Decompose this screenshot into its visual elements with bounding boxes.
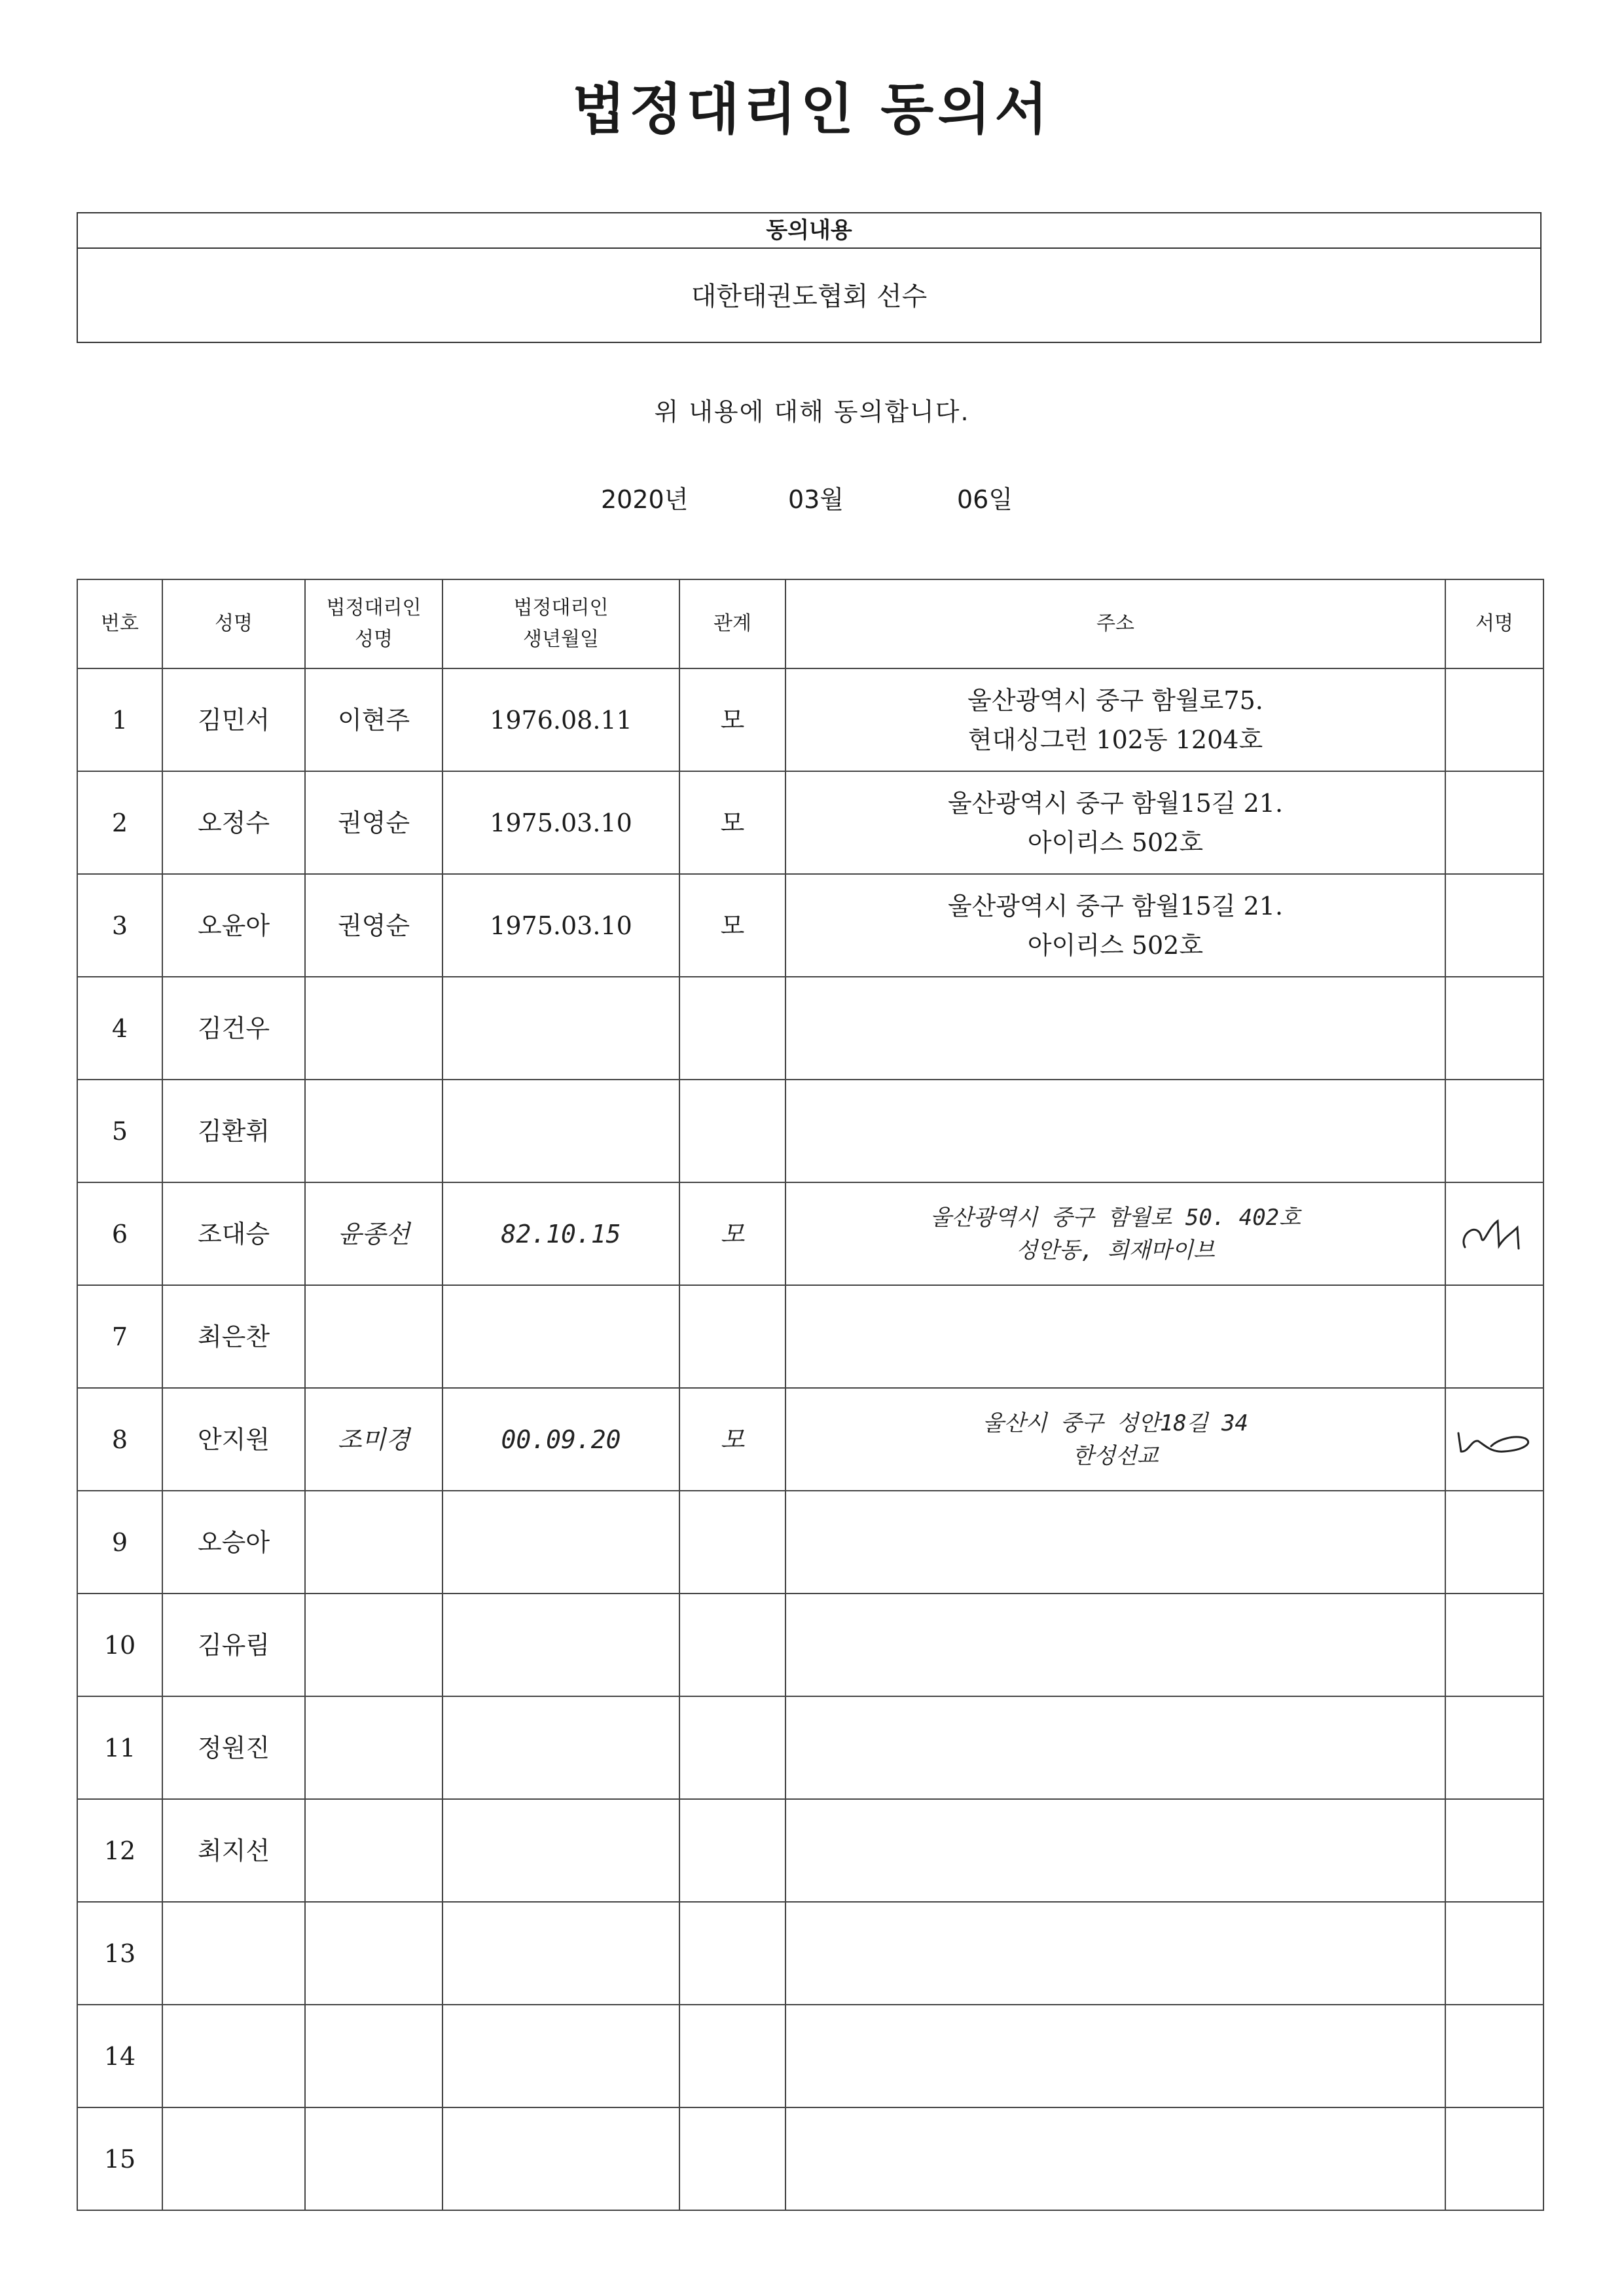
cell-name: 오윤아 [162,874,305,977]
cell-guardian-birth [442,1491,679,1594]
header-relation: 관계 [679,579,785,668]
table-row [77,2107,1543,2210]
table-body [77,668,1543,2210]
cell-address [785,1799,1445,1902]
cell-signature [1445,977,1543,1080]
cell-guardian-birth [442,1696,679,1799]
cell-signature [1445,668,1543,771]
cell-guardian-name: 윤종선 [305,1182,442,1285]
cell-guardian-name [305,1594,442,1696]
header-guardian-birth-l1: 법정대리인 [513,596,609,619]
table-row [77,2005,1543,2107]
header-guardian-name-l2: 성명 [355,628,393,651]
cell-signature [1445,771,1543,874]
header-name: 성명 [162,579,305,668]
cell-guardian-name [305,977,442,1080]
consent-header: 동의내용 [78,213,1540,249]
cell-guardian-name [305,1491,442,1594]
consent-content: 대한태권도협회 선수 [691,282,928,312]
cell-guardian-birth: 1976.08.11 [442,668,679,771]
cell-guardian-birth: 1975.03.10 [442,874,679,977]
cell-guardian-birth [442,1080,679,1182]
cell-no: 2 [77,771,162,874]
cell-name: 김민서 [162,668,305,771]
cell-signature [1445,1388,1543,1491]
cell-no: 1 [77,668,162,771]
cell-guardian-name: 이현주 [305,668,442,771]
date-month: 03월 [788,485,844,514]
table-row [77,1902,1543,2005]
cell-signature [1445,1285,1543,1388]
header-guardian-name-l1: 법정대리인 [326,596,422,619]
cell-address [785,1902,1445,2005]
cell-signature [1445,2005,1543,2107]
date-year: 2020년 [601,485,689,514]
table-row [77,1696,1543,1799]
consent-roster-table [77,579,1544,2211]
cell-no: 5 [77,1080,162,1182]
table-row [77,874,1543,977]
cell-relation: 모 [679,1388,785,1491]
cell-address [785,2005,1445,2107]
header-signature: 서명 [1445,579,1543,668]
address-line-1: 울산광역시 중구 함월로75. [967,685,1263,715]
cell-no: 7 [77,1285,162,1388]
cell-address [785,1388,1445,1491]
cell-address [785,1182,1445,1285]
cell-signature [1445,1182,1543,1285]
cell-guardian-birth [442,1594,679,1696]
cell-signature [1445,1902,1543,2005]
cell-signature [1445,1594,1543,1696]
cell-address [785,668,1445,771]
cell-guardian-birth: 00.09.20 [442,1388,679,1491]
cell-relation: 모 [679,771,785,874]
cell-name: 조대승 [162,1182,305,1285]
header-guardian-name [305,579,442,668]
cell-no: 10 [77,1594,162,1696]
cell-address [785,874,1445,977]
address-line-1: 울산광역시 중구 함월15길 21. [947,891,1284,920]
cell-guardian-name [305,1902,442,2005]
cell-no: 14 [77,2005,162,2107]
address-line-1: 울산광역시 중구 함월15길 21. [947,788,1284,818]
cell-guardian-name [305,1696,442,1799]
cell-relation [679,2005,785,2107]
address-line-1: 울산시 중구 성안18길 34 [982,1410,1249,1436]
cell-relation [679,1080,785,1182]
cell-no: 9 [77,1491,162,1594]
cell-name [162,2107,305,2210]
cell-relation: 모 [679,1182,785,1285]
table-header-row [77,579,1543,668]
cell-address [785,977,1445,1080]
cell-guardian-name [305,1799,442,1902]
cell-name: 오승아 [162,1491,305,1594]
table-row [77,1594,1543,1696]
cell-signature [1445,1491,1543,1594]
date-day: 06일 [957,485,1013,514]
cell-guardian-name: 조미경 [305,1388,442,1491]
cell-name: 김건우 [162,977,305,1080]
address-line-1: 울산광역시 중구 함월로 50. 402호 [930,1204,1301,1231]
cell-relation [679,2107,785,2210]
header-no: 번호 [77,579,162,668]
cell-name: 김환휘 [162,1080,305,1182]
cell-address [785,2107,1445,2210]
address-line-2: 아이리스 502호 [1027,930,1204,960]
header-address: 주소 [785,579,1445,668]
cell-name: 안지원 [162,1388,305,1491]
cell-guardian-birth [442,1902,679,2005]
cell-no: 13 [77,1902,162,2005]
cell-guardian-birth [442,1799,679,1902]
cell-signature [1445,2107,1543,2210]
cell-guardian-name [305,2107,442,2210]
cell-name [162,2005,305,2107]
cell-guardian-birth [442,1285,679,1388]
address-line-2: 현대싱그런 102동 1204호 [967,725,1263,754]
cell-signature [1445,1696,1543,1799]
cell-relation [679,1902,785,2005]
cell-relation: 모 [679,668,785,771]
cell-no: 15 [77,2107,162,2210]
cell-address [785,771,1445,874]
cell-guardian-birth: 1975.03.10 [442,771,679,874]
cell-relation [679,977,785,1080]
cell-guardian-name: 권영순 [305,874,442,977]
cell-relation [679,1696,785,1799]
cell-signature [1445,874,1543,977]
handwritten-signature [1452,1413,1537,1466]
table-row [77,771,1543,874]
cell-name: 최은찬 [162,1285,305,1388]
table-row [77,1285,1543,1388]
header-guardian-birth-l2: 생년월일 [523,628,599,651]
header-guardian-birth [442,579,679,668]
cell-name: 오정수 [162,771,305,874]
cell-address [785,1594,1445,1696]
cell-relation: 모 [679,874,785,977]
table-row [77,668,1543,771]
cell-guardian-name: 권영순 [305,771,442,874]
cell-no: 12 [77,1799,162,1902]
cell-no: 8 [77,1388,162,1491]
cell-no: 3 [77,874,162,977]
cell-no: 11 [77,1696,162,1799]
cell-guardian-birth [442,977,679,1080]
agreement-text: 위 내용에 대해 동의합니다. [654,397,970,426]
cell-guardian-name [305,1080,442,1182]
cell-guardian-birth: 82.10.15 [442,1182,679,1285]
address-line-2: 한성선교 [1072,1442,1159,1469]
cell-address [785,1491,1445,1594]
cell-name: 정원진 [162,1696,305,1799]
document-title: 법정대리인 동의서 [572,77,1052,141]
cell-name [162,1902,305,2005]
cell-address [785,1696,1445,1799]
cell-guardian-birth [442,2005,679,2107]
cell-relation [679,1491,785,1594]
cell-relation [679,1285,785,1388]
cell-relation [679,1594,785,1696]
address-line-2: 성안동, 희재마이브 [1016,1237,1215,1264]
table-row [77,1080,1543,1182]
handwritten-signature [1452,1208,1537,1260]
cell-no: 6 [77,1182,162,1285]
cell-relation [679,1799,785,1902]
address-line-2: 아이리스 502호 [1027,828,1204,857]
table-row [77,1388,1543,1491]
cell-guardian-name [305,1285,442,1388]
table-row [77,977,1543,1080]
cell-address [785,1080,1445,1182]
cell-name: 김유림 [162,1594,305,1696]
cell-guardian-birth [442,2107,679,2210]
table-row [77,1799,1543,1902]
cell-address [785,1285,1445,1388]
cell-name: 최지선 [162,1799,305,1902]
cell-signature [1445,1080,1543,1182]
table-row [77,1182,1543,1285]
cell-signature [1445,1799,1543,1902]
table-row [77,1491,1543,1594]
cell-guardian-name [305,2005,442,2107]
cell-no: 4 [77,977,162,1080]
consent-box [77,212,1542,343]
